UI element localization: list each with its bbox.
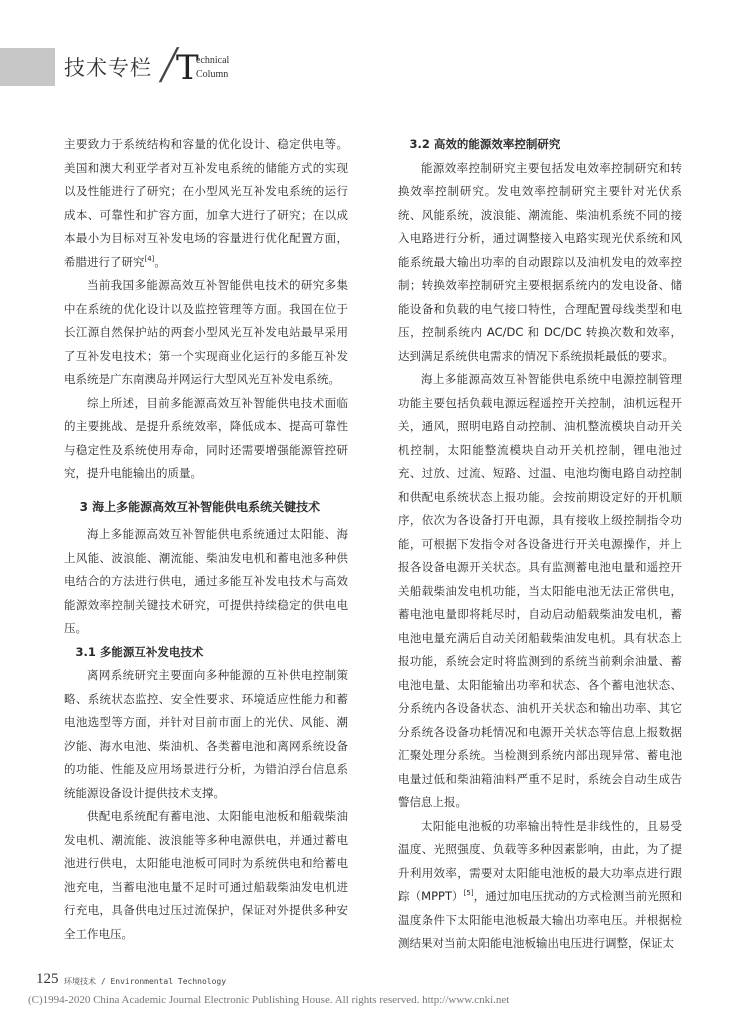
paragraph: 能源效率控制研究主要包括发电效率控制研究和转换效率控制研究。发电效率控制研究主要针对光伏系统、风能系统，波浪能、潮流能、柴油机系统不同的接入电路进行分析，通过调整接入电路实现光伏系统和风能系统最大输出功率的自动跟踪以及油机发电的效率控制；转换效率控制研究主要根据系统内的发电设备、储能设备和负载的电气接口特性，合理配置母线类型和电压，控制系统内 AC/DC 和 DC/DC 转换次数和效率，达到满足系统供电需求的情况下系统损耗最低的要求。	[398, 160, 682, 363]
journal-name: 环境技术 / Environmental Technology	[64, 977, 227, 986]
paragraph: 海上多能源高效互补智能供电系统通过太阳能、海上风能、波浪能、潮流能、柴油发电机和蓄电池多种供电结合的方法进行供电，通过多能互补发电技术与高效能源效率控制关键技术研究，可提供持续稳定的供电电压。	[64, 527, 348, 635]
header-english-line2: Column	[196, 69, 229, 80]
section-title: 技术专栏	[64, 56, 152, 80]
header-initial: T	[176, 48, 199, 88]
left-column	[64, 133, 348, 946]
section-heading: 3 海上多能源高效互补智能供电系统关键技术	[79, 499, 321, 514]
header-divider: ╱	[160, 48, 179, 83]
header-color-block	[0, 48, 55, 86]
header-english-line1: echnical	[196, 55, 230, 66]
paragraph: 主要致力于系统结构和容量的优化设计、稳定供电等。美国和澳大利亚学者对互补发电系统的储能方式的实现以及性能进行了研究；在小型风光互补发电系统的运行成本、可靠性和扩容方面，加拿大进行了研究；在以成本最小为目标对互补发电场的容量进行优化配置方面，希腊进行了研究[4]。	[64, 137, 348, 269]
copyright-notice: (C)1994-2020 China Academic Journal Electronic Publishing House. All rights reserved. http://www.cnki.net	[28, 994, 510, 1006]
paragraph: 综上所述，目前多能源高效互补智能供电技术面临的主要挑战、是提升系统效率，降低成本、提高可靠性与稳定性及系统使用寿命，同时还需要增强能源管控研究，提升电能输出的质量。	[64, 395, 348, 480]
paragraph: 当前我国多能源高效互补智能供电技术的研究多集中在系统的优化设计以及监控管理等方面。我国在位于长江源自然保护站的两套小型风光互补发电站最早采用了互补发电技术；第一个实现商业化运行的多能互补发电系统是广东南澳岛并网运行大型风光互补发电系统。	[64, 278, 348, 386]
subsection-heading: 3.1 多能源互补发电技术	[75, 644, 204, 659]
citation[interactable]: [4]	[144, 254, 155, 263]
subsection-heading: 3.2 高效的能源效率控制研究	[409, 137, 561, 151]
right-column	[398, 133, 682, 956]
citation[interactable]: [5]	[463, 889, 474, 898]
paragraph: 离网系统研究主要面向多种能源的互补供电控制策略、系统状态监控、安全性要求、环境适应性能力和蓄电池选型等方面，并针对目前市面上的光伏、风能、潮汐能、海水电池、柴油机、各类蓄电池和离网系统设备的功能、性能及应用场景进行分析，为错泊浮台信息系统能源设备设计提供技术支撑。	[64, 668, 348, 800]
paragraph: 供配电系统配有蓄电池、太阳能电池板和船载柴油发电机、潮流能、波浪能等多种电源供电，并通过蓄电池进行供电，太阳能电池板可同时为系统供电和给蓄电池充电，当蓄电池电量不足时可通过船载柴油发电机进行充电，具备供电过压过流保护，保证对外提供多种安全工作电压。	[64, 809, 348, 941]
paragraph: 海上多能源高效互补智能供电系统中电源控制管理功能主要包括负载电源远程遥控开关控制，油机远程开关，通风，照明电路自动控制、油机整流模块自动开关机控制，太阳能整流模块自动开关机控制，锂电池过充、过放、过流、短路、过温、电池均衡电路自动控制和供配电系统状态上报功能。会按前期设定好的开机顺序，依次为各设备打开电源，具有接收上级控制指令功能，可根据下发指令对各设备进行开关电源操作，并上报各设备电源开关状态。具有监测蓄电池电量和遥控开关船载柴油发电机功能，当太阳能电池无法正常供电，蓄电池电量即将耗尽时，自动启动船载柴油发电机，蓄电池电量充满后自动关闭船载柴油发电机。具有状态上报功能，系统会定时将监测到的系统当前剩余油量、蓄电池电量、太阳能输出功率和状态、各个蓄电池状态、分系统内各设备状态、油机开关状态和输出功率、其它分系统各设备功耗情况和电源开关状态等信息上报数据汇聚处理分系统。当检测到系统内部出现异常、蓄电池电量过低和柴油箱油料严重不足时，系统会自动生成告警信息上报。	[398, 372, 682, 809]
paragraph: 太阳能电池板的功率输出特性是非线性的，且易受温度、光照强度、负载等多种因素影响，由此，为了提升利用效率，需要对太阳能电池板的最大功率点进行跟踪（MPPT）[5]，通过加电压扰动的方式检测当前光照和温度条件下太阳能电池板最大输出功率电压。并根据检测结果对当前太阳能电池板输出电压进行调整，保证太	[398, 818, 682, 950]
page-number: 125	[36, 971, 59, 987]
